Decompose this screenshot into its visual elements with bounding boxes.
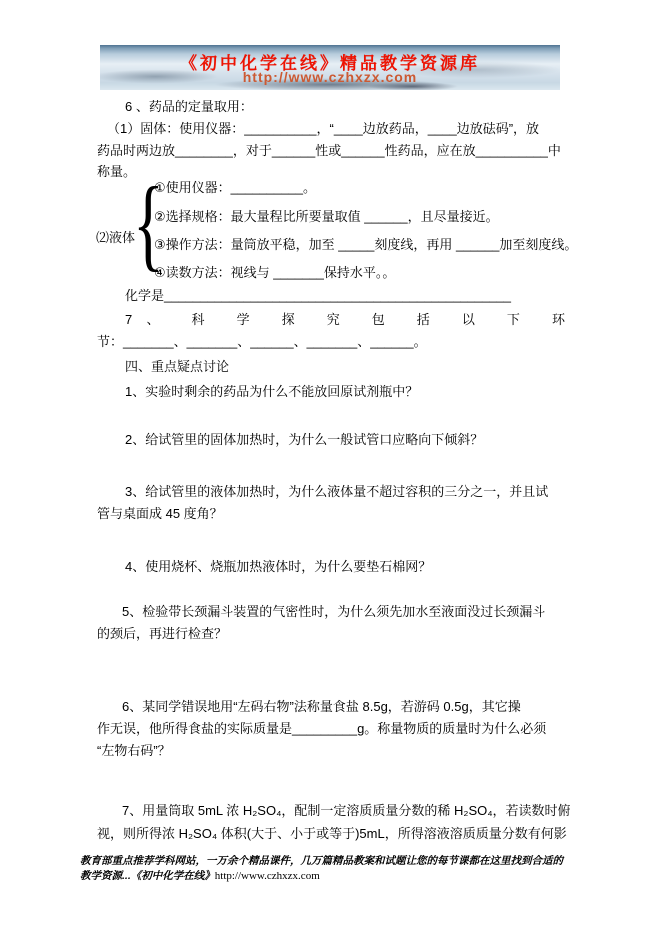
liquid-item-2: ②选择规格：最大量程比所要量取值 ______，且尽量接近。 xyxy=(154,209,499,224)
question-6-line1: 6、某同学错误地用“左码右物”法称量食盐 8.5g，若游码 0.5g，其它操 xyxy=(122,699,521,714)
liquid-label: ⑵液体 xyxy=(96,230,136,245)
question-5-line2: 的颈后，再进行检查？ xyxy=(97,626,228,641)
liquid-item-1: ①使用仪器：__________。 xyxy=(154,180,316,195)
q7sci-line2: 节：_______、_______、______、_______、______。 xyxy=(97,334,427,349)
question-7-line1: 7、用量筒取 5mL 浓 H₂SO₄，配制一定溶质质量分数的稀 H₂SO₄，若读数时俯 xyxy=(122,803,571,818)
chemistry-fill-line: 化学是________________________________________________ xyxy=(125,288,512,303)
question-1: 1、实验时剩余的药品为什么不能放回原试剂瓶中？ xyxy=(125,384,419,399)
footer-line2 xyxy=(80,869,320,883)
section-4-heading: 四、重点疑点讨论 xyxy=(125,359,230,374)
banner-title: 《初中化学在线》精品教学资源库 xyxy=(180,54,480,73)
liquid-item-3: ③操作方法：量筒放平稳，加至 _____刻度线，再用 ______加至刻度线。 xyxy=(154,237,578,252)
footer-line2-text: 教学资源...《初中化学在线》 xyxy=(80,870,215,882)
question-3-line2: 管与桌面成 45 度角？ xyxy=(97,506,223,521)
solid-para-line1: （1）固体：使用仪器：__________，“____边放药品，____边放砝码”，放 xyxy=(107,121,540,136)
liquid-item-4: ④读数方法：视线与 _______保持水平。。 xyxy=(154,265,396,280)
banner-url-link[interactable]: http://www.czhxzx.com xyxy=(242,69,418,85)
site-banner xyxy=(100,45,560,90)
solid-para-line2: 药品时两边放________，对于______性或______性药品，应在放__________中 xyxy=(97,143,561,158)
brace-decoration: { xyxy=(133,166,164,281)
q7sci-line1: 7、 科 学 探 究 包 括 以 下 环 xyxy=(125,312,565,327)
question-5-line1: 5、检验带长颈漏斗装置的气密性时，为什么须先加水至液面没过长颈漏斗 xyxy=(122,604,546,619)
footer-url-link[interactable]: http://www.czhxzx.com xyxy=(214,870,320,882)
question-6-line3: “左物右码”？ xyxy=(97,743,171,758)
question-7-line2: 视，则所得浓 H₂SO₄ 体积(大于、小于或等于)5mL，所得溶液溶质质量分数有何影 xyxy=(97,826,567,841)
heading-item-6: 6 、药品的定量取用： xyxy=(125,99,253,114)
question-3-line1: 3、给试管里的液体加热时，为什么液体量不超过容积的三分之一，并且试 xyxy=(125,484,549,499)
question-4: 4、使用烧杯、烧瓶加热液体时，为什么要垫石棉网？ xyxy=(125,559,432,574)
question-2: 2、给试管里的固体加热时，为什么一般试管口应略向下倾斜？ xyxy=(125,432,484,447)
footer-line1: 教育部重点推荐学科网站，一万余个精品课件，几万篇精品教案和试题让您的每节课都在这里找到合适的 xyxy=(80,855,563,867)
solid-para-line3: 称量。 xyxy=(97,164,137,179)
question-6-line2: 作无误，他所得食盐的实际质量是_________g。称量物质的质量时为什么必须 xyxy=(97,721,547,736)
